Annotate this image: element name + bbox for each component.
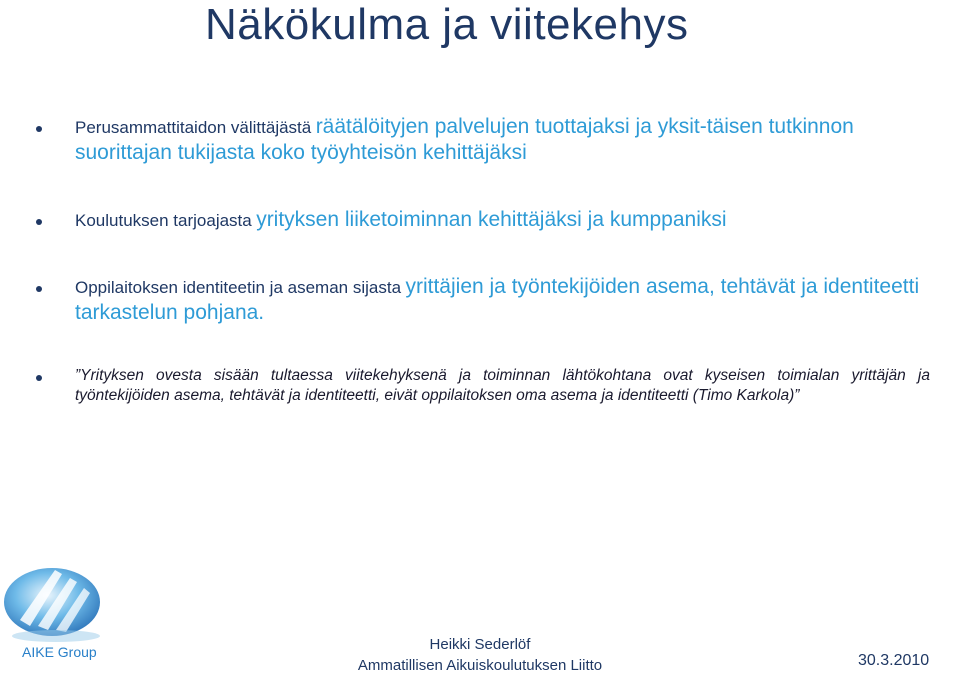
bullet-dot <box>36 219 42 225</box>
bullet-item-2 <box>75 207 935 233</box>
logo-text: AIKE Group <box>22 644 97 660</box>
slide-title: Näkökulma ja viitekehys <box>205 0 689 49</box>
slide-date: 30.3.2010 <box>858 652 930 669</box>
organization-name: Ammatillisen Aikuiskoulutuksen Liitto <box>357 657 603 674</box>
bullet-dot <box>36 286 42 292</box>
bullet-item-1 <box>75 114 935 166</box>
bullet-emphasis: räätälöityjen palvelujen tuottajaksi ja yksit-täisen tutkinnon suorittajan tukijasta koko työyhteisön kehittäjäksi <box>75 115 854 165</box>
bullet-lead: Koulutuksen tarjoajasta <box>75 211 252 230</box>
bullet-quote: ”Yrityksen ovesta sisään tultaessa viitekehyksenä ja toiminnan lähtökohtana ovat kyseisen toimialan yrittäjän ja työntekijöiden asema, tehtävät ja identiteetti, eivät oppilaitoksen oma asema ja identiteetti (Timo Karkola)” <box>75 367 930 405</box>
bullet-dot <box>36 126 42 132</box>
bullet-item-3 <box>75 274 935 326</box>
aike-logo-icon <box>0 560 110 650</box>
bullet-emphasis: yrityksen liiketoiminnan kehittäjäksi ja kumppaniksi <box>256 208 727 231</box>
bullet-dot <box>36 375 42 381</box>
bullet-lead: Oppilaitoksen identiteetin ja aseman sijasta <box>75 278 402 297</box>
author-name: Heikki Sederlöf <box>429 636 531 653</box>
bullet-lead: Perusammattitaidon välittäjästä <box>75 118 312 137</box>
bullet-emphasis: yrittäjien ja työntekijöiden asema, tehtävät ja identiteetti tarkastelun pohjana. <box>75 275 920 325</box>
